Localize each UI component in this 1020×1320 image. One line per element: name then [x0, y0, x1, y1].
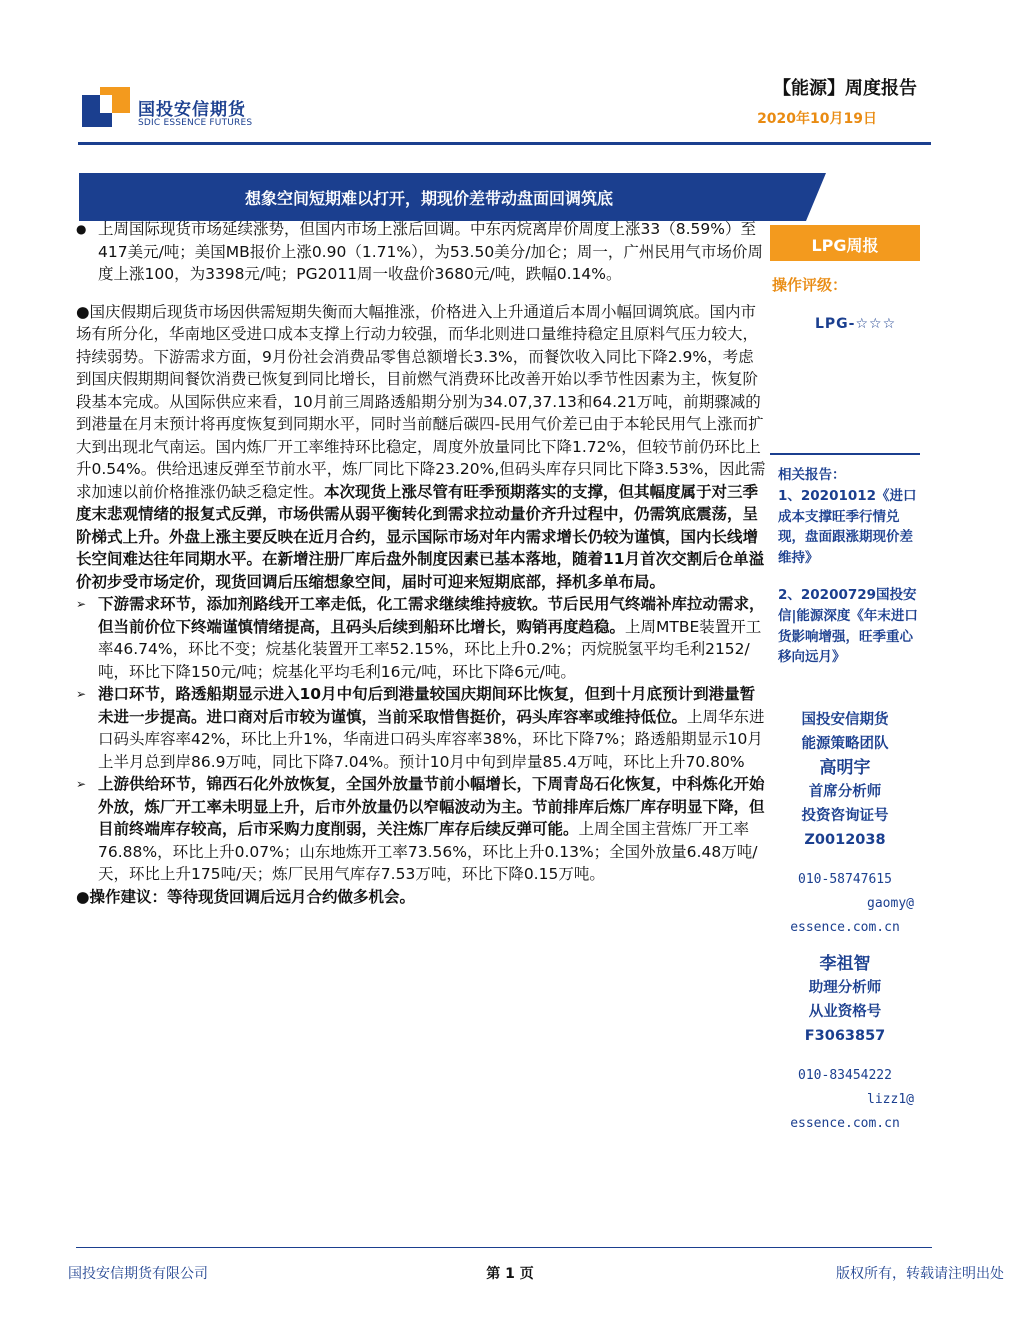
demand-detail: 上周MTBE装置开工率46.74%，环比不变；烷基化装置开工率52.15%，环比上升0.2%；丙烷脱氢平均毛利2152/吨，环比下降150元/吨；烷基化平均毛利16元/吨，环比下降6元/吨。 — [98, 617, 762, 681]
analyst1-title: 首席分析师 — [808, 784, 882, 800]
sidebar-divider — [770, 453, 920, 455]
arrow-bullet-icon: ➢ — [76, 687, 87, 701]
related-report-1[interactable]: 1、20201012《进口成本支撑旺季行情兑现，盘面跟涨期现价差维持》 — [778, 487, 917, 567]
bullet-supply — [76, 773, 766, 886]
analyst1-email-domain[interactable]: essence.com.cn — [790, 920, 900, 935]
related-reports — [778, 465, 922, 668]
analysis-conclusion: 本次现货上涨尽管有旺季预期落实的支撑，但其幅度属于对三季度末悲观情绪的报复式反弹，市场供需从弱平衡转化到需求拉动量价齐升过程中，仍需筑底震荡，呈阶梯式上升。外盘上涨主要反映在近月合约，显示国际市场对年内需求增长仍较为谨慎，国内长线增长空间难达往年同期水平。在新增注册厂库后盘外制度因素已基本落地，随着11月首次交割后仓单溢价初步受市场定价，现货回调后压缩想象空间，届时可迎来短期底部，择机多单布局。 — [76, 482, 765, 591]
arrow-bullet-icon: ➢ — [76, 777, 87, 791]
analysis-text: ●国庆假期后现货市场因供需短期失衡而大幅推涨，价格进入上升通道后本周小幅回调筑底。国内市场有所分化，华南地区受进口成本支撑上行动力较强，而华北则进口量维持稳定且原料气压力较大，持续弱势。下游需求方面，9月份社会消费品零售总额增长3.3%，而餐饮收入同比下降2.9%，考虑到国庆假期期间餐饮消费已恢复到同比增长，目前燃气消费环比改善开始以季节性因素为主，恢复阶段基本完成。从国际供应来看，10月前三周路透船期分别为34.07,37.13和64.21万吨，前期骤减的到港量在月末预计将再度恢复到同期水平，同时当前醚后碳四-民用气价差已由于本轮民用气上涨而扩大到出现北气南运。国内炼厂开工率维持环比稳定，周度外放量同比下降1.72%，但较节前仍环比上升0.54%。供给迅速反弹至节前水平，炼厂同比下降23.20%,但码头库存只同比下降3.53%，因此需求加速以前价格推涨仍缺乏稳定性。 — [76, 302, 766, 501]
bullet-dot-icon: ● — [76, 222, 87, 236]
rating-label: 操作评级： — [772, 276, 848, 294]
analyst2-phone: 010-83454222 — [798, 1068, 892, 1083]
advice-paragraph — [76, 886, 766, 909]
report-tag-label: LPG周报 — [811, 236, 879, 255]
summary-text: 上周国际现货市场延续涨势，但国内市场上涨后回调。中东丙烷离岸价周度上涨33（8.59%）至417美元/吨；美国MB报价上涨0.90（1.71%），为53.50美分/加仑；周一，广州民用气市场价周度上涨100，为3398元/吨；PG2011周一收盘价3680元/吨，跌幅0.14%。 — [98, 220, 763, 283]
analyst1-phone: 010-58747615 — [798, 872, 892, 887]
bullet-demand — [76, 593, 766, 683]
footer-company: 国投安信期货有限公司 — [68, 1266, 208, 1282]
footer-divider — [76, 1247, 932, 1248]
team-name: 能源策略团队 — [801, 736, 889, 752]
analyst1-email-user[interactable]: gaomy@ — [867, 896, 914, 911]
footer-rights: 版权所有，转载请注明出处 — [836, 1266, 1004, 1282]
advice-text: ●操作建议：等待现货回调后远月合约做多机会。 — [76, 887, 416, 906]
analyst1-cert-label: 投资咨询证号 — [801, 808, 889, 824]
team-company: 国投安信期货 — [801, 712, 889, 728]
logo-text-cn: 国投安信期货 — [138, 100, 246, 120]
rating-stars-icon: ☆☆☆ — [855, 316, 897, 332]
summary-paragraph — [76, 218, 766, 286]
analyst2-title: 助理分析师 — [808, 980, 882, 996]
demand-summary: 下游需求环节，添加剂路线开工率走低，化工需求继续维持疲软。节后民用气终端补库拉动需求，但当前价位下终端谨慎情绪提高，且码头后续到船环比增长，购销再度趋稳。 — [98, 595, 765, 636]
rating-value — [815, 311, 896, 333]
supply-summary: 上游供给环节，锦西石化外放恢复，全国外放量节前小幅增长，下周青岛石化恢复，中科炼化开始外放，炼厂开工率未明显上升，后市外放量仍以窄幅波动为主。节前排库后炼厂库存明显下降，但目前终端库存较高，后市采购力度削弱，关注炼厂库存后续反弹可能。 — [98, 775, 765, 838]
port-summary: 港口环节，路透船期显示进入10月中旬后到港量较国庆期间环比恢复，但到十月底预计到港量暂未进一步提高。进口商对后市较为谨慎，当前采取惜售挺价，码头库容率或维持低位。 — [98, 685, 756, 726]
analyst-team — [770, 708, 920, 1136]
logo-text-en: SDIC ESSENCE FUTURES — [138, 118, 253, 128]
header-divider — [78, 142, 931, 145]
analyst2-email-domain[interactable]: essence.com.cn — [790, 1116, 900, 1131]
analyst1-cert: Z0012038 — [804, 832, 886, 848]
bullet-port — [76, 683, 766, 773]
page-number: 第 1 页 — [486, 1266, 534, 1282]
report-title: 想象空间短期难以打开，期现价差带动盘面回调筑底 — [244, 189, 613, 208]
report-body — [76, 218, 766, 908]
analyst2-cert-label: 从业资格号 — [808, 1004, 882, 1020]
analyst1-name: 高明宇 — [819, 758, 871, 778]
port-detail: 上周华东进口码头库容率42%，环比上升1%，华南进口码头库容率38%，环比下降7%；路透船期显示10月上半月总到岸86.9万吨，同比下降7.04%。预计10月中旬到岸量85.4万吨，环比上升70.80% — [98, 707, 765, 771]
related-report-2[interactable]: 2、20200729国投安信|能源深度《年末进口货影响增强，旺季重心移向远月》 — [778, 586, 918, 666]
analyst2-name: 李祖智 — [819, 954, 871, 974]
report-type: 【能源】周度报告 — [773, 78, 917, 99]
analyst2-email-user[interactable]: lizz1@ — [867, 1092, 914, 1107]
report-date: 2020年10月19日 — [757, 111, 877, 127]
related-title: 相关报告： — [778, 467, 846, 483]
arrow-bullet-icon: ➢ — [76, 597, 87, 611]
analyst2-cert: F3063857 — [804, 1028, 886, 1044]
supply-detail: 上周全国主营炼厂开工率76.88%，环比上升0.07%；山东地炼开工率73.56%，环比上升0.13%；全国外放量6.48万吨/天，环比上升175吨/天；炼厂民用气库存7.53万吨，环比下降0.15万吨。 — [98, 820, 758, 883]
rating-product: LPG- — [815, 316, 856, 332]
logo-icon — [82, 87, 130, 127]
analysis-paragraph — [76, 301, 766, 594]
